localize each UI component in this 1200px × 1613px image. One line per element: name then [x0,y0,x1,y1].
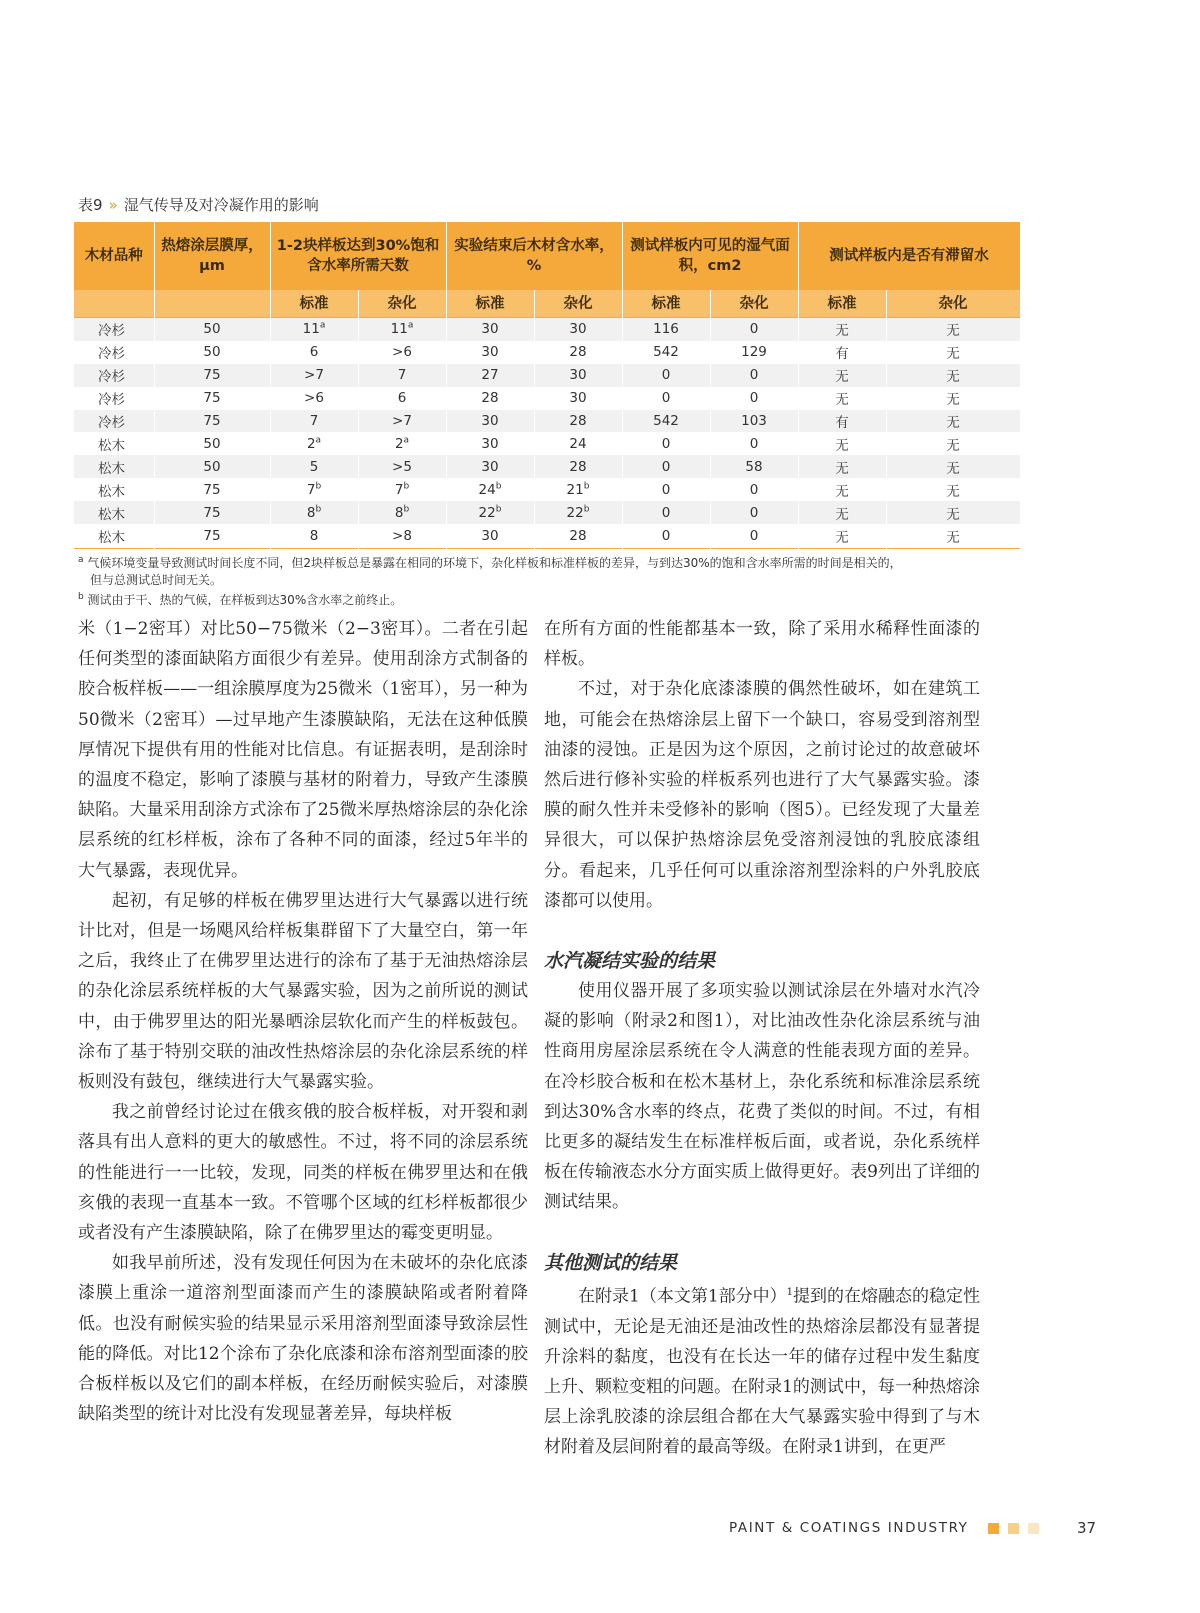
cell-value: 0 [749,390,759,407]
table-cell [886,341,1020,364]
cell-value: 松木 [98,530,125,547]
table-cell [798,364,886,387]
cell-value: 松木 [98,483,125,500]
cell-footnote-mark: b [583,504,590,515]
cell-value: 无 [835,323,849,340]
cell-value: 8 [306,504,316,521]
subheader-hybrid: 杂化 [886,290,1020,318]
cell-value: >7 [304,367,324,384]
page-footer [0,1518,1200,1542]
table-row [74,478,1020,501]
cell-footnote-mark: b [315,504,322,515]
body-paragraph: 起初，有足够的样板在佛罗里达进行大气暴露以进行统计比对，但是一场飓风给样板集群留下了大量空白，第一年之后，我终止了在佛罗里达进行的涂布了基于无油热熔涂层的杂化涂层系统样板的大气暴露实验，因为之前所说的测试中，由于佛罗里达的阳光暴晒涂层软化而产生的样板鼓包。涂布了基于特别交联的油改性热熔涂层的杂化涂层系统的样板则没有鼓包，继续进行大气暴露实验。 [78,890,528,1093]
cell-value: 无 [835,483,849,500]
body-paragraph: 我之前曾经讨论过在俄亥俄的胶合板样板，对开裂和剥落具有出人意料的更大的敏感性。不过，将不同的涂层系统的性能进行一一比较，发现，同类的样板在佛罗里达和在俄亥俄的表现一直基本一致。不管哪个区域的红杉样板都很少或者没有产生漆膜缺陷，除了在佛罗里达的霉变更明显。 [78,1102,528,1244]
table-row [74,364,1020,387]
table-cell [270,501,358,524]
cell-value: 30 [569,321,587,338]
cell-value: 无 [835,392,849,409]
table-cell [270,318,358,341]
table-cell [270,364,358,387]
cell-value: 有 [835,415,849,431]
cell-value: 50 [203,344,221,361]
table-cell [886,432,1020,455]
cell-value: 松木 [98,506,125,523]
table-cell [74,478,154,501]
body-paragraph: 米（1−2密耳）对比50−75微米（2−3密耳）。二者在引起任何类型的漆面缺陷方面很少有差异。使用刮涂方式制备的胶合板样板——一组涂膜厚度为25微米（1密耳），另一种为50微米（2密耳）—过早地产生漆膜缺陷，无法在这种低膜厚情况下提供有用的性能对比信息。有证据表明，是刮涂时的温度不稳定，影响了漆膜与基材的附着力，导致产生漆膜缺陷。大量采用刮涂方式涂布了25微米厚热熔涂层的杂化涂层系统的红杉样板，涂布了各种不同的面漆，经过5年半的大气暴露，表现优异。 [78,619,528,881]
table-row [74,455,1020,478]
table-cell [446,455,534,478]
table-cell [534,341,622,364]
cell-value: 103 [741,413,767,429]
table-cell [886,364,1020,387]
cell-value: 冷杉 [98,415,125,431]
table-cell [154,524,270,549]
header-thickness: 热熔涂层膜厚，μm [154,222,270,290]
cell-value: 0 [661,367,671,384]
cell-value: >6 [392,344,412,361]
table-cell [710,501,798,524]
table-notes [78,552,1018,609]
footer-square-icon [1028,1523,1039,1534]
table-cell [446,341,534,364]
cell-value: 6 [309,344,319,361]
cell-footnote-mark: a [319,320,326,331]
table-cell [710,410,798,433]
cell-value: 30 [481,458,499,475]
cell-value: 542 [653,413,679,429]
table-row [74,387,1020,410]
table-cell [358,341,446,364]
table-cell [622,387,710,410]
left-column [78,614,528,1429]
cell-value: 0 [661,528,671,545]
cell-value: 8 [309,528,319,545]
cell-footnote-mark: b [315,481,322,492]
cell-value: 无 [946,437,960,454]
table-cell [886,501,1020,524]
cell-value: 0 [661,504,671,521]
table-cell [270,387,358,410]
cell-value: >8 [392,528,412,545]
table-cell [534,455,622,478]
table-cell [798,524,886,549]
table-cell [446,410,534,433]
cell-value: >6 [304,390,324,407]
table-cell [622,524,710,549]
table-cell [886,478,1020,501]
cell-value: 30 [481,321,499,338]
table-cell [270,341,358,364]
cell-value: 无 [946,506,960,523]
cell-value: 129 [741,344,767,361]
table-cell [534,318,622,341]
subheader-standard: 标准 [798,290,886,318]
table-cell [710,455,798,478]
cell-value: 30 [481,344,499,361]
cell-value: 58 [745,458,763,475]
table-cell [74,318,154,341]
table-cell [534,432,622,455]
cell-value: 116 [653,321,679,338]
table-body [74,318,1020,549]
table-number: 表9 [78,196,103,214]
magazine-name: PAINT & COATINGS INDUSTRY [729,1520,969,1536]
cell-value: 无 [835,369,849,386]
table-cell [886,524,1020,549]
cell-value: 冷杉 [98,369,125,386]
cell-value: 7 [306,481,316,498]
table-cell [74,524,154,549]
footer-square-icon [988,1523,999,1534]
table-cell [154,318,270,341]
section-heading: 水汽凝结实验的结果 [544,950,716,973]
footnote-ref: 1 [786,1286,794,1298]
cell-value: 11 [302,321,320,338]
body-paragraph: 不过，对于杂化底漆漆膜的偶然性破坏，如在建筑工地，可能会在热熔涂层上留下一个缺口，容易受到溶剂型油漆的浸蚀。正是因为这个原因，之前讨论过的故意破坏然后进行修补实验的样板系列也进行了大气暴露实验。漆膜的耐久性并未受修补的影响（图5）。已经发现了大量差异很大，可以保护热熔涂层免受溶剂浸蚀的乳胶底漆组分。看起来，几乎任何可以重涂溶剂型涂料的户外乳胶底漆都可以使用。 [544,679,980,911]
table-cell [534,524,622,549]
cell-value: 24 [569,435,587,452]
table-cell [534,364,622,387]
body-paragraph: 使用仪器开展了多项实验以测试涂层在外墙对水汽冷凝的影响（附录2和图1），对比油改性杂化涂层系统与油性商用房屋涂层系统在令人满意的性能表现方面的差异。在冷杉胶合板和在松木基材上，杂化系统和标准涂层系统到达30%含水率的终点，花费了类似的时间。不过，有相比更多的凝结发生在标准样板后面，或者说，杂化系统样板在传输液态水分方面实质上做得更好。表9列出了详细的测试结果。 [544,981,980,1213]
cell-value: 无 [946,530,960,547]
moisture-table [74,222,1021,549]
cell-value: 松木 [98,437,125,454]
cell-value: 无 [835,530,849,547]
table-cell [886,455,1020,478]
cell-value: 0 [749,528,759,545]
table-cell [534,478,622,501]
table-cell [270,478,358,501]
table-row [74,432,1020,455]
cell-value: 冷杉 [98,392,125,409]
note-b-text: 测试由于干、热的气候，在样板到达30%含水率之前终止。 [87,593,403,607]
table-row [74,341,1020,364]
paragraph-rest: 提到的在熔融态的稳定性测试中，无论是无油还是油改性的热熔涂层都没有显著提升涂料的黏度，也没有在长达一年的储存过程中发生黏度上升、颗粒变粗的问题。在附录1的测试中，每一种热熔涂层上涂乳胶漆的涂层组合都在大气暴露实验中得到了与木材附着及层间附着的最高等级。在附录1讲到，在更严 [544,1286,981,1458]
table-cell [358,387,446,410]
subheader-standard: 标准 [622,290,710,318]
table-cell [798,432,886,455]
footer-square-icon [1008,1523,1019,1534]
table-cell [358,524,446,549]
table-cell [534,387,622,410]
cell-value: 8 [394,504,404,521]
table-cell [446,524,534,549]
table-cell [622,432,710,455]
table-cell [270,410,358,433]
cell-value: 无 [946,415,960,431]
cell-value: 30 [481,528,499,545]
table-cell [710,364,798,387]
cell-footnote-mark: a [407,320,414,331]
table-cell [154,387,270,410]
cell-value: 5 [309,458,319,475]
cell-value: 21 [566,481,584,498]
body-paragraph: 在所有方面的性能都基本一致，除了采用水稀释性面漆的样板。 [544,619,980,670]
cell-footnote-mark: a [315,435,322,446]
cell-value: 无 [946,346,960,363]
table-cell [622,318,710,341]
table-cell [154,341,270,364]
table-cell [622,501,710,524]
cell-value: 75 [203,481,221,498]
cell-value: 75 [203,528,221,545]
cell-value: 30 [481,413,499,429]
table-cell [710,341,798,364]
cell-value: 无 [946,369,960,386]
cell-value: 30 [569,367,587,384]
cell-value: 无 [946,483,960,500]
subheader-hybrid: 杂化 [710,290,798,318]
header-species: 木材品种 [74,222,154,290]
table-cell [622,410,710,433]
cell-value: 0 [661,481,671,498]
body-paragraph [544,1278,980,1463]
table-cell [534,410,622,433]
body-paragraph: 如我早前所述，没有发现任何因为在未破坏的杂化底漆漆膜上重涂一道溶剂型面漆而产生的漆膜缺陷或者附着降低。也没有耐候实验的结果显示采用溶剂型面漆导致涂层性能的降低。对比12个涂布了杂化底漆和涂布溶剂型面漆的胶合板样板以及它们的副本样板，在经历耐候实验后，对漆膜缺陷类型的统计对比没有发现显著差异，每块样板 [78,1253,528,1425]
table-cell [710,524,798,549]
cell-value: 0 [661,435,671,452]
cell-value: 0 [749,504,759,521]
cell-value: 50 [203,321,221,338]
cell-value: 无 [835,506,849,523]
cell-value: 28 [481,390,499,407]
cell-value: 7 [394,481,404,498]
subheader-standard: 标准 [446,290,534,318]
cell-value: 6 [397,390,407,407]
cell-value: 0 [749,321,759,338]
cell-value: 27 [481,367,499,384]
cell-footnote-mark: b [495,504,502,515]
table-cell [798,478,886,501]
table-cell [710,318,798,341]
cell-value: 28 [569,413,587,429]
note-a-text: 气候环境变量导致测试时间长度不同，但2块样板总是暴露在相同的环境下，杂化样板和标准样板的差异，与到达30%的饱和含水率所需的时间是相关的， [87,556,902,570]
table-row [74,501,1020,524]
cell-footnote-mark: a [403,435,410,446]
table-cell [534,501,622,524]
table-title: 湿气传导及对冷凝作用的影响 [123,196,319,214]
note-b-mark: b [78,592,84,602]
note-a [78,552,1018,572]
paragraph-start: 在附录1（本文第1部分中） [578,1286,787,1307]
cell-value: 无 [946,323,960,340]
table-cell [886,387,1020,410]
cell-value: 2 [306,435,316,452]
cell-footnote-mark: b [403,504,410,515]
subheader-blank [74,290,154,318]
cell-footnote-mark: b [495,481,502,492]
table-cell [710,432,798,455]
table-cell [154,364,270,387]
cell-value: 无 [946,392,960,409]
cell-value: 无 [835,460,849,477]
table-row [74,318,1020,341]
table-cell [798,410,886,433]
caption-separator-icon: » [108,196,118,214]
table-cell [446,318,534,341]
table-cell [74,432,154,455]
table-cell [622,455,710,478]
header-area: 测试样板内可见的湿气面积，cm2 [622,222,798,290]
table-cell [622,364,710,387]
cell-value: 冷杉 [98,323,125,340]
header-days: 1-2块样板达到30%饱和含水率所需天数 [270,222,446,290]
table-cell [798,318,886,341]
table-cell [798,341,886,364]
table-cell [446,501,534,524]
cell-value: 22 [478,504,496,521]
cell-value: 28 [569,458,587,475]
table-cell [622,341,710,364]
table-cell [798,501,886,524]
table-cell [710,387,798,410]
table-cell [74,501,154,524]
note-b [78,589,1018,609]
cell-value: 0 [749,435,759,452]
table-cell [446,478,534,501]
cell-value: 0 [661,458,671,475]
table-cell [154,432,270,455]
table-cell [622,478,710,501]
page-number: 37 [1077,1519,1097,1537]
cell-value: 28 [569,344,587,361]
table-cell [154,501,270,524]
table-cell [358,318,446,341]
cell-value: 11 [390,321,408,338]
cell-value: 75 [203,390,221,407]
table-cell [154,410,270,433]
subheader-hybrid: 杂化 [358,290,446,318]
table-caption [78,194,319,215]
table-cell [74,364,154,387]
cell-value: 24 [478,481,496,498]
cell-footnote-mark: b [403,481,410,492]
table-cell [358,432,446,455]
cell-value: 7 [309,413,319,429]
cell-value: 2 [394,435,404,452]
table-cell [798,387,886,410]
note-a-continuation: 但与总测试总时间无关。 [90,573,223,587]
cell-value: 有 [835,346,849,363]
table-cell [710,478,798,501]
subheader-standard: 标准 [270,290,358,318]
table-cell [74,341,154,364]
cell-value: 75 [203,504,221,521]
cell-value: 松木 [98,460,125,477]
cell-value: 7 [397,367,407,384]
table-row [74,524,1020,549]
right-column [544,614,980,1463]
header-water: 测试样板内是否有滞留水 [798,222,1020,290]
cell-value: 50 [203,435,221,452]
section-gap [544,916,980,946]
note-a-mark: a [78,555,84,565]
table-cell [154,455,270,478]
cell-value: 542 [653,344,679,361]
cell-value: >5 [392,458,412,475]
section-gap [544,1218,980,1248]
cell-value: 75 [203,367,221,384]
table-cell [446,432,534,455]
table-cell [74,455,154,478]
cell-value: 75 [203,413,221,429]
cell-value: 28 [569,528,587,545]
table-cell [270,524,358,549]
cell-value: 无 [835,437,849,454]
table-cell [358,410,446,433]
table-cell [154,478,270,501]
table-cell [358,501,446,524]
table-row [74,410,1020,433]
table-cell [358,455,446,478]
table-cell [270,455,358,478]
cell-value: 30 [481,435,499,452]
cell-footnote-mark: b [583,481,590,492]
table-cell [446,387,534,410]
cell-value: >7 [392,413,412,429]
table-cell [446,364,534,387]
table-cell [358,478,446,501]
table-cell [798,455,886,478]
cell-value: 50 [203,458,221,475]
table-cell [74,410,154,433]
cell-value: 22 [566,504,584,521]
table-cell [270,432,358,455]
header-moisture: 实验结束后木材含水率，% [446,222,622,290]
cell-value: 0 [749,481,759,498]
table-cell [886,410,1020,433]
cell-value: 无 [946,460,960,477]
section-heading: 其他测试的结果 [544,1251,678,1274]
cell-value: 30 [569,390,587,407]
table-cell [358,364,446,387]
cell-value: 冷杉 [98,346,125,363]
subheader-blank [154,290,270,318]
cell-value: 0 [749,367,759,384]
cell-value: 0 [661,390,671,407]
table-cell [74,387,154,410]
table-cell [886,318,1020,341]
subheader-hybrid: 杂化 [534,290,622,318]
